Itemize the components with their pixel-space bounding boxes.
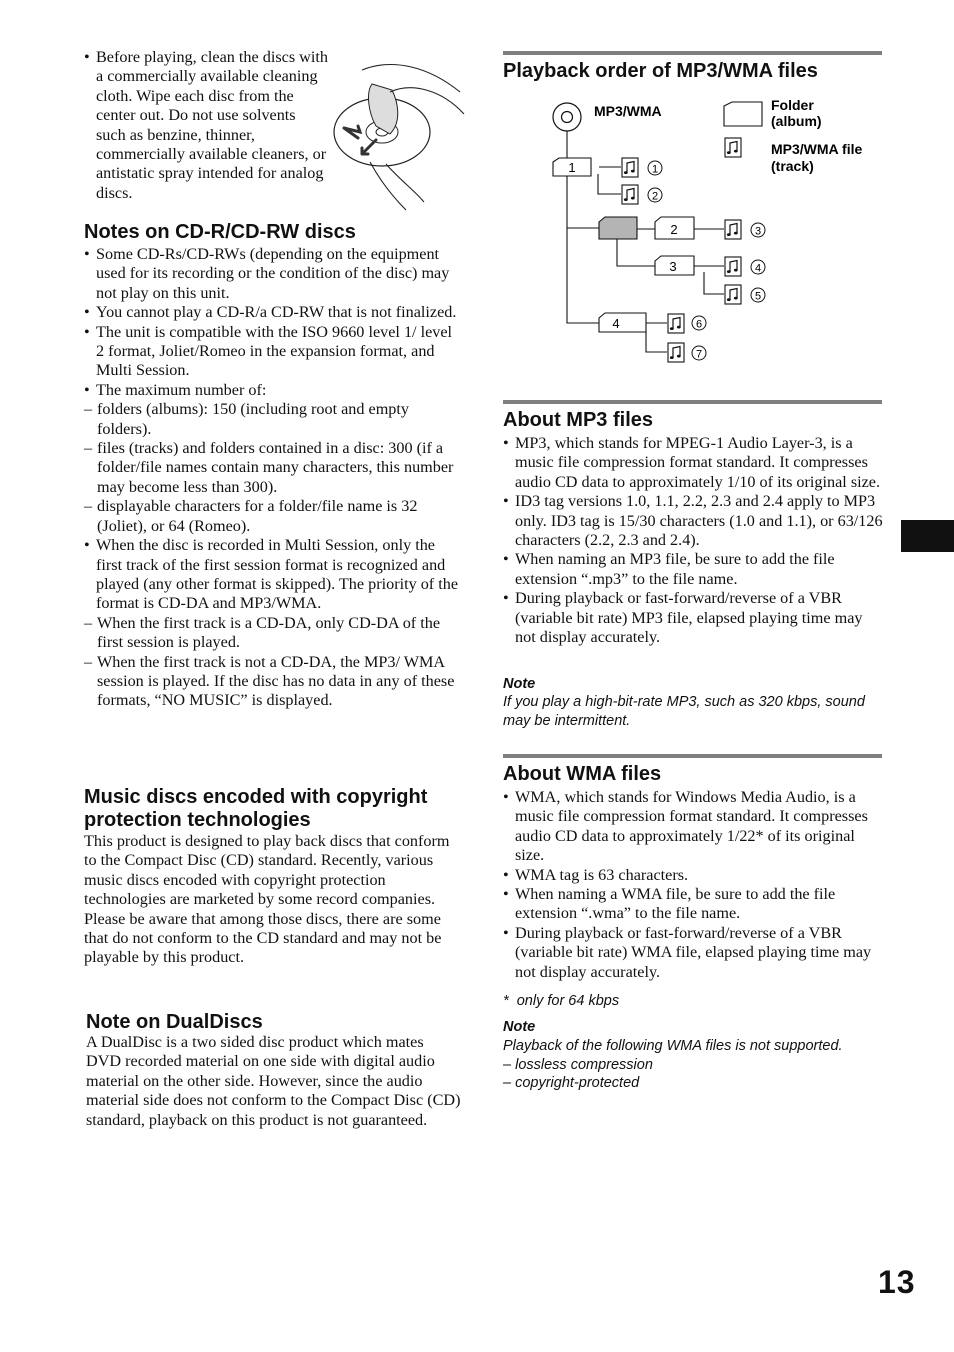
- wma-footnote: [503, 992, 873, 1011]
- cdr-bullet-compat: • Some CD-Rs/CD-RWs (depending on the equipment used for its recording or the condition of the disc) may not play on this unit.: [84, 245, 462, 303]
- mp3-heading: About MP3 files: [503, 409, 654, 431]
- legend-file-label: MP3/WMA file: [771, 141, 863, 157]
- wma-note-body: [503, 1037, 883, 1093]
- disc-cleaning-illustration: [332, 62, 466, 212]
- folder-1: [553, 158, 591, 176]
- wma-list: [503, 788, 883, 982]
- legend-folder-sublabel: (album): [771, 113, 822, 129]
- copyright-heading: Music discs encoded with copyright protection technologies: [84, 786, 428, 831]
- track-1-number: 1: [651, 163, 659, 176]
- wma-bullet-vbr: • During playback or fast-forward/reverse of a VBR (variable bit rate) WMA file, elapsed playing time may not display accurately.: [503, 924, 883, 982]
- cleaning-note: [84, 48, 328, 203]
- mp3-note-body: If you play a high-bit-rate MP3, such as 320 kbps, sound may be intermittent.: [503, 694, 865, 729]
- folder-2-number: 2: [670, 222, 678, 237]
- legend-file-sublabel: (track): [771, 158, 814, 174]
- cdr-bullet-multisession: • When the disc is recorded in Multi Session, only the first track of the first session format is recognized and played (any other format is skipped). The priority of the format is CD-DA and MP3/WMA.: [84, 536, 462, 614]
- section-tab-marker: [901, 520, 954, 552]
- wma-section: [503, 754, 882, 786]
- track-4-number: 4: [754, 262, 762, 275]
- track-2-number: 2: [651, 190, 659, 203]
- mp3-bullet-vbr: • During playback or fast-forward/reverse of a VBR (variable bit rate) MP3 file, elapsed playing time may not display accurately.: [503, 589, 883, 647]
- dualdisc-body: A DualDisc is a two sided disc product which mates DVD recorded material on one side with digital audio material on the other side. However, since the audio material side does not conform to the Compact Disc (CD) standard, playback on this product is not guaranteed.: [86, 1033, 461, 1129]
- wma-note-copyright: – copyright-protected: [503, 1075, 640, 1091]
- cdr-dash-cdda: – When the first track is a CD-DA, only CD-DA of the first session is played.: [72, 614, 462, 653]
- cdr-dash-folders: – folders (albums): 150 (including root and empty folders).: [72, 400, 462, 439]
- legend-file-icon: [725, 138, 741, 157]
- wma-bullet-tag: • WMA tag is 63 characters.: [503, 866, 883, 885]
- track-1: [622, 158, 662, 177]
- mp3-bullet-extension: • When naming an MP3 file, be sure to add the file extension “.mp3” to the file name.: [503, 550, 883, 589]
- track-5: [725, 285, 765, 304]
- cdr-dash-mp3wma: – When the first track is not a CD-DA, the MP3/ WMA session is played. If the disc has no data in any of these formats, “NO MUSIC” is displayed.: [72, 653, 462, 711]
- cdr-bullet-max: [84, 381, 462, 400]
- wma-bullet-definition: • WMA, which stands for Windows Media Audio, is a music file compression format standard. It compresses audio CD data to approximately 1/22* of its original size.: [503, 788, 883, 866]
- playback-heading: Playback order of MP3/WMA files: [503, 60, 818, 82]
- wma-heading: About WMA files: [503, 763, 662, 785]
- track-7-number: 7: [695, 348, 703, 361]
- cdr-bullet-finalized: • You cannot play a CD-R/a CD-RW that is not finalized.: [84, 303, 462, 322]
- legend-folder-label: Folder: [771, 97, 814, 113]
- track-6-number: 6: [695, 318, 703, 331]
- mp3-section: [503, 400, 882, 432]
- folder-3-number: 3: [669, 259, 677, 274]
- track-3-number: 3: [754, 225, 762, 238]
- folder-3: [655, 256, 694, 275]
- track-5-number: 5: [754, 290, 762, 303]
- cdr-dash-files: – files (tracks) and folders contained in a disc: 300 (if a folder/file names contain many characters, this number may become less than 300).: [72, 439, 462, 497]
- mp3-note-title: Note: [503, 676, 536, 692]
- track-7: [668, 343, 706, 362]
- cdr-dash-chars: – displayable characters for a folder/file name is 32 (Joliet), or 64 (Romeo).: [72, 497, 462, 536]
- track-2: [622, 185, 662, 204]
- mp3-bullet-definition: • MP3, which stands for MPEG-1 Audio Layer-3, is a music file compression format standard. It compresses audio CD data to approximately 1/10 of its original size.: [503, 434, 883, 492]
- dualdisc-heading: Note on DualDiscs: [86, 1011, 263, 1033]
- page-number: 13: [878, 1264, 916, 1300]
- cleaning-bullet: • Before playing, clean the discs with a commercially available cleaning cloth. Wipe each disc from the center out. Do not use solvents such as benzine, thinner, commercially available cleaners, or antistatic spray intended for analog discs.: [84, 48, 328, 203]
- folder-grey: [599, 217, 637, 239]
- cdr-bullet-max-label: The maximum number of:: [96, 380, 267, 399]
- wma-footnote-text: only for 64 kbps: [516, 993, 620, 1009]
- wma-note-text: Playback of the following WMA files is not supported.: [503, 1038, 843, 1054]
- mp3-list: [503, 434, 883, 647]
- copyright-body: This product is designed to play back discs that conform to the Compact Disc (CD) standard. Recently, various music discs encoded with copyright protection technologies are marketed by some record companies. Please be aware that among those discs, there are some that do not conform to the CD standard and may not be playable by this product.: [84, 832, 450, 967]
- playback-order-diagram: [503, 96, 883, 376]
- wma-footnote-mark: *: [503, 993, 509, 1009]
- cdr-notes-heading: Notes on CD-R/CD-RW discs: [84, 221, 356, 243]
- playback-section: [503, 51, 882, 83]
- legend-folder-icon: [724, 102, 762, 126]
- track-4: [725, 257, 765, 276]
- wma-bullet-extension: • When naming a WMA file, be sure to add the file extension “.wma” to the file name.: [503, 885, 883, 924]
- wma-note-title: Note: [503, 1019, 536, 1035]
- folder-2: [655, 217, 694, 239]
- folder-4: [599, 313, 646, 332]
- track-3: [725, 220, 765, 239]
- folder-4-number: 4: [612, 316, 620, 331]
- root-label: MP3/WMA: [594, 103, 662, 119]
- wma-note-lossless: – lossless compression: [503, 1056, 653, 1073]
- folder-1-number: 1: [568, 160, 576, 175]
- mp3-bullet-id3: • ID3 tag versions 1.0, 1.1, 2.2, 2.3 and 2.4 apply to MP3 only. ID3 tag is 15/30 characters (1.0 and 1.1), or 63/126 characters (2.2, 2.3 and 2.4).: [503, 492, 883, 550]
- cdr-bullet-iso: • The unit is compatible with the ISO 9660 level 1/ level 2 format, Joliet/Romeo in the expansion format, and Multi Session.: [84, 323, 462, 381]
- track-6: [668, 314, 706, 333]
- cdr-notes-list: [84, 245, 462, 711]
- root-disc-icon: [553, 103, 581, 131]
